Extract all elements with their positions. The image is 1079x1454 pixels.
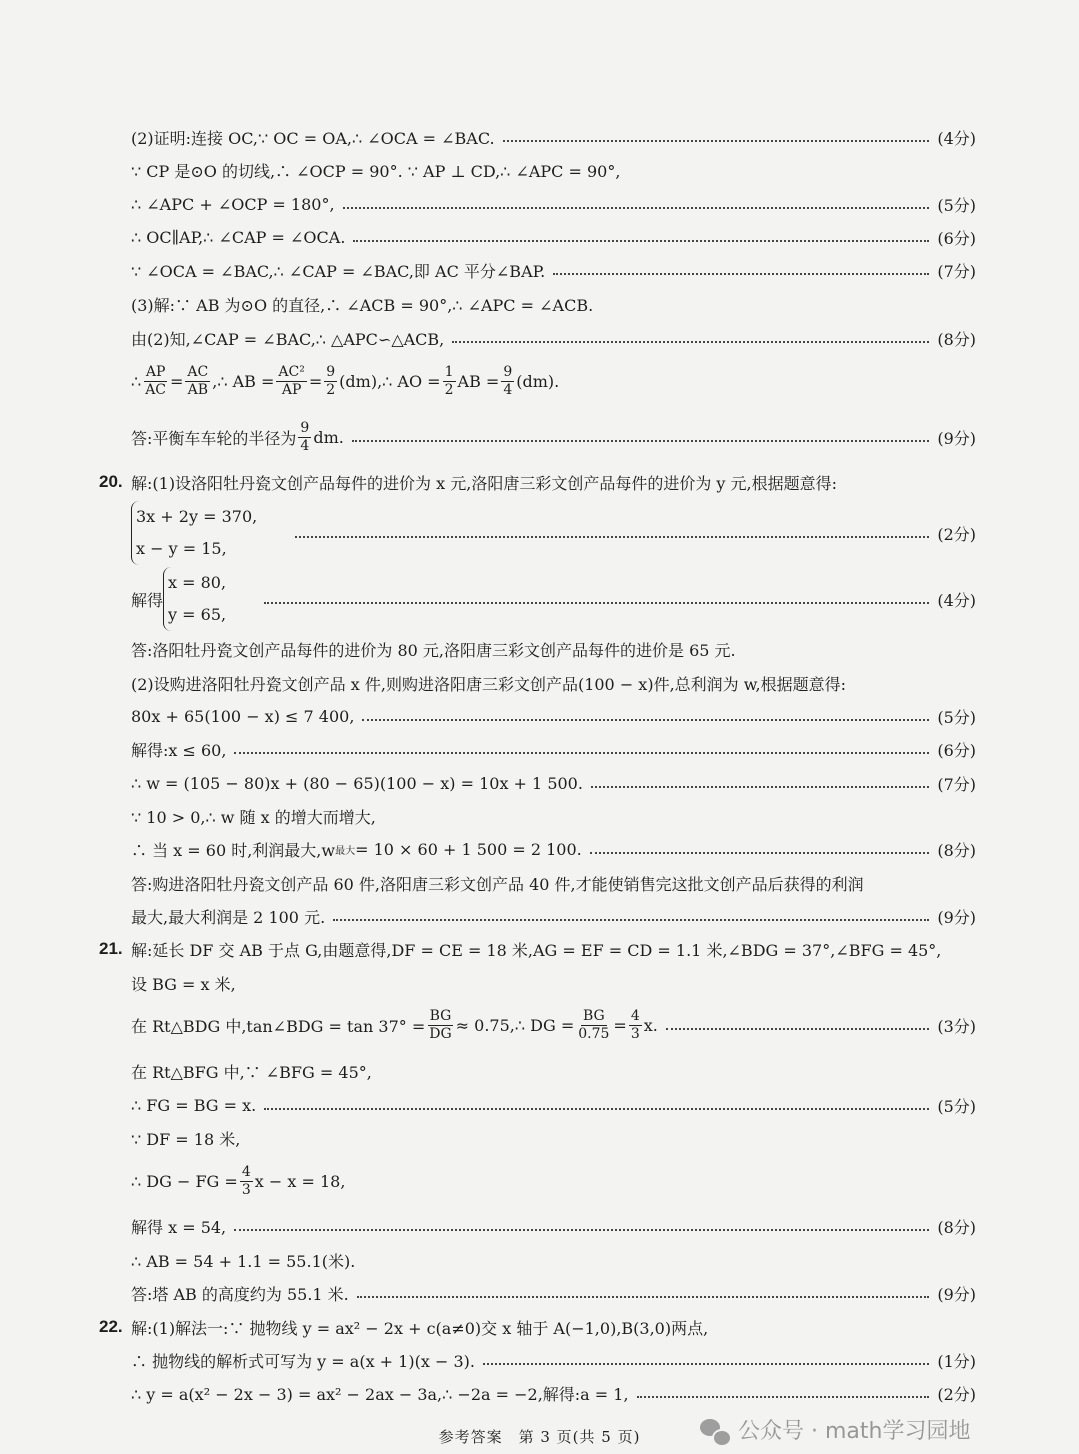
line-text bbox=[131, 1215, 226, 1238]
line-text bbox=[131, 838, 582, 861]
dotted-leader bbox=[352, 440, 930, 442]
score-label: (4分) bbox=[937, 590, 976, 610]
text-segment: (dm). bbox=[516, 371, 560, 391]
text-segment: x. bbox=[643, 1015, 658, 1035]
line-text bbox=[131, 638, 736, 661]
answer-line bbox=[131, 321, 976, 355]
answer-line bbox=[131, 420, 976, 454]
answer-line bbox=[131, 1054, 976, 1088]
line-text bbox=[131, 972, 236, 995]
answer-line bbox=[131, 1088, 976, 1122]
page-footer: 参考答案 第 3 页(共 5 页) bbox=[438, 1428, 641, 1446]
equation-system bbox=[131, 501, 257, 565]
dotted-leader bbox=[591, 786, 929, 788]
answer-line bbox=[131, 1164, 976, 1198]
score-label: (9分) bbox=[937, 1284, 976, 1304]
text-segment: (3)解:∵ AB 为⊙O 的直径,∴ ∠ACB = 90°,∴ ∠APC = ∠ACB. bbox=[131, 295, 594, 315]
dotted-leader bbox=[637, 1396, 930, 1398]
text-segment: ∴ w = (105 − 80)x + (80 − 65)(100 − x) = 10x + 1 500. bbox=[131, 773, 583, 793]
answer-line bbox=[131, 253, 976, 287]
fraction-numerator: 9 bbox=[503, 363, 513, 380]
fraction-denominator: DG bbox=[429, 1025, 452, 1042]
fraction-numerator: AC bbox=[187, 363, 209, 380]
text-segment: x − x = 18, bbox=[254, 1171, 346, 1191]
answer-line bbox=[131, 1121, 976, 1155]
line-text bbox=[131, 1164, 345, 1199]
dotted-leader bbox=[452, 341, 929, 343]
fraction bbox=[298, 420, 311, 455]
score-label: (1分) bbox=[937, 1351, 976, 1371]
dotted-leader bbox=[234, 1229, 929, 1231]
text-segment: 解得 x = 54, bbox=[131, 1217, 227, 1237]
text-segment: ∴ 抛物线的解析式可写为 y = a(x + 1)(x − 3). bbox=[131, 1351, 475, 1371]
line-text bbox=[131, 1316, 708, 1339]
text-segment: ∴ bbox=[131, 371, 142, 391]
score-label: (6分) bbox=[937, 740, 976, 760]
fraction-numerator: 1 bbox=[444, 363, 454, 380]
line-text bbox=[131, 228, 345, 247]
answer-line bbox=[131, 1376, 976, 1410]
line-text bbox=[131, 259, 545, 282]
fraction bbox=[629, 1008, 642, 1043]
fraction-numerator: 9 bbox=[326, 363, 336, 380]
line-text bbox=[131, 567, 256, 631]
answer-line bbox=[131, 1008, 976, 1042]
fraction-denominator: AB bbox=[187, 381, 209, 398]
fraction bbox=[576, 1008, 611, 1043]
line-text bbox=[131, 126, 495, 149]
dotted-leader bbox=[590, 852, 930, 854]
text-segment: ∵ CP 是⊙O 的切线,∴ ∠OCP = 90°. ∵ AP ⊥ CD,∴ ∠APC = 90°, bbox=[131, 161, 621, 181]
answer-line bbox=[99, 1310, 976, 1344]
text-segment: (2)设购进洛阳牡丹瓷文创产品 x 件,则购进洛阳唐三彩文创产品(100 − x)件,总利润为 w,根据题意得: bbox=[131, 674, 847, 694]
line-text bbox=[131, 1096, 256, 1115]
answer-line bbox=[131, 899, 976, 933]
line-text bbox=[131, 293, 593, 316]
text-segment: ∴ 当 x = 60 时,利润最大,w bbox=[131, 840, 336, 860]
dotted-leader bbox=[353, 240, 929, 242]
answer-line bbox=[131, 799, 976, 833]
line-text bbox=[131, 501, 287, 565]
dotted-leader bbox=[295, 536, 929, 538]
score-label: (3分) bbox=[937, 1016, 976, 1036]
answer-line bbox=[131, 966, 976, 1000]
text-segment: 答:塔 AB 的高度约为 55.1 米. bbox=[131, 1284, 349, 1304]
text-segment: 在 Rt△BDG 中,tan∠BDG = tan 37° = bbox=[131, 1016, 426, 1036]
text-segment: dm. bbox=[313, 427, 344, 447]
dotted-leader bbox=[503, 140, 930, 142]
fraction-numerator: BG bbox=[582, 1007, 605, 1024]
answer-line bbox=[131, 866, 976, 900]
text-segment: ∴ DG − FG = bbox=[131, 1171, 238, 1191]
dotted-leader bbox=[553, 273, 929, 275]
dotted-leader bbox=[333, 919, 929, 921]
fraction bbox=[427, 1008, 453, 1043]
fraction-numerator: 4 bbox=[630, 1007, 640, 1024]
line-text bbox=[131, 420, 344, 455]
text-segment: = bbox=[613, 1015, 627, 1035]
text-segment: (dm),∴ AO = bbox=[339, 371, 441, 391]
answer-line bbox=[131, 1276, 976, 1310]
line-text bbox=[131, 905, 325, 928]
line-text bbox=[131, 1249, 355, 1272]
fraction-denominator: AC bbox=[145, 381, 167, 398]
text-segment: 80x + 65(100 − x) ≤ 7 400, bbox=[131, 706, 355, 726]
answer-line bbox=[131, 766, 976, 800]
answer-line bbox=[131, 287, 976, 321]
text-segment: 答:购进洛阳牡丹瓷文创产品 60 件,洛阳唐三彩文创产品 40 件,才能使销售完这批文创产品后获得的利润 bbox=[131, 874, 864, 894]
fraction-denominator: 2 bbox=[326, 381, 336, 398]
dotted-leader bbox=[343, 207, 930, 209]
line-text bbox=[131, 707, 354, 726]
text-segment: 答:洛阳牡丹瓷文创产品每件的进价为 80 元,洛阳唐三彩文创产品每件的进价是 65 元. bbox=[131, 640, 736, 660]
fraction bbox=[276, 364, 306, 399]
score-label: (4分) bbox=[937, 128, 976, 148]
score-label: (9分) bbox=[937, 428, 976, 448]
line-text bbox=[131, 1382, 629, 1405]
fraction-denominator: 3 bbox=[630, 1025, 640, 1042]
fraction bbox=[143, 364, 168, 399]
line-text bbox=[131, 805, 376, 828]
text-segment: ∵ 10 > 0,∴ w 随 x 的增大而增大, bbox=[131, 807, 376, 827]
text-segment: 解:(1)解法一:∵ 抛物线 y = ax² − 2x + c(a≠0)交 x 轴于 A(−1,0),B(3,0)两点, bbox=[131, 1318, 709, 1338]
watermark bbox=[700, 1418, 970, 1446]
equation-system bbox=[163, 567, 226, 631]
text-segment: 答:平衡车车轮的半径为 bbox=[131, 428, 297, 448]
text-segment: ∴ y = a(x² − 2x − 3) = ax² − 2ax − 3a,∴ −2a = −2,解得:a = 1, bbox=[131, 1384, 629, 1404]
equation: x = 80, bbox=[168, 573, 227, 592]
text-segment: (2)证明:连接 OC,∵ OC = OA,∴ ∠OCA = ∠BAC. bbox=[131, 128, 495, 148]
fraction-numerator: BG bbox=[429, 1007, 452, 1024]
text-segment: ,∴ AB = bbox=[212, 371, 275, 391]
text-segment: 最大,最大利润是 2 100 元. bbox=[131, 907, 326, 927]
text-segment: = 10 × 60 + 1 500 = 2 100. bbox=[355, 839, 582, 859]
text-segment: ∴ FG = BG = x. bbox=[131, 1095, 257, 1115]
score-label: (5分) bbox=[937, 195, 976, 215]
text-segment: ∴ AB = 54 + 1.1 = 55.1(米). bbox=[131, 1251, 356, 1271]
fraction bbox=[185, 364, 210, 399]
fraction bbox=[443, 364, 456, 399]
text-segment: ∵ DF = 18 米, bbox=[131, 1129, 241, 1149]
fraction-denominator: AP bbox=[281, 381, 302, 398]
answer-line bbox=[131, 153, 976, 187]
equation: x − y = 15, bbox=[136, 539, 227, 558]
fraction-numerator: AP bbox=[145, 363, 166, 380]
line-text bbox=[131, 938, 941, 961]
line-text bbox=[131, 1127, 240, 1150]
answer-line bbox=[131, 666, 976, 700]
answer-line bbox=[131, 832, 976, 866]
text-segment: = bbox=[170, 371, 184, 391]
line-text bbox=[131, 1060, 372, 1083]
fraction bbox=[324, 364, 337, 399]
fraction-denominator: 4 bbox=[300, 437, 310, 454]
fraction-denominator: 3 bbox=[241, 1181, 251, 1198]
score-label: (7分) bbox=[937, 774, 976, 794]
watermark-text: 公众号 · math学习园地 bbox=[738, 1419, 971, 1444]
score-label: (6分) bbox=[937, 228, 976, 248]
score-label: (8分) bbox=[937, 1217, 976, 1237]
dotted-leader bbox=[264, 602, 929, 604]
subscript: 最大 bbox=[335, 845, 356, 857]
text-segment: 解:延长 DF 交 AB 于点 G,由题意得,DF = CE = 18 米,AG = EF = CD = 1.1 米,∠BDG = 37°,∠BFG = 45°, bbox=[131, 940, 942, 960]
text-segment: ∴ ∠APC + ∠OCP = 180°, bbox=[131, 194, 335, 214]
score-label: (9分) bbox=[937, 907, 976, 927]
answer-line bbox=[131, 507, 976, 558]
dotted-leader bbox=[362, 719, 929, 721]
fraction-denominator: 2 bbox=[444, 381, 454, 398]
text-segment: = bbox=[308, 371, 323, 391]
question-number: 20. bbox=[99, 472, 123, 491]
fraction-denominator: 4 bbox=[503, 381, 513, 398]
line-text bbox=[131, 195, 335, 214]
answer-line bbox=[131, 632, 976, 666]
score-label: (5分) bbox=[937, 707, 976, 727]
line-text bbox=[131, 471, 837, 494]
answer-line bbox=[99, 465, 976, 499]
line-text bbox=[131, 672, 846, 695]
question-number: 21. bbox=[99, 939, 123, 958]
fraction bbox=[501, 364, 514, 399]
answer-line bbox=[131, 1209, 976, 1243]
text-segment: ∵ ∠OCA = ∠BAC,∴ ∠CAP = ∠BAC,即 AC 平分∠BAP. bbox=[131, 261, 546, 281]
score-label: (5分) bbox=[937, 1096, 976, 1116]
score-label: (8分) bbox=[937, 329, 976, 349]
text-segment: 解得:x ≤ 60, bbox=[131, 740, 227, 760]
dotted-leader bbox=[357, 1296, 930, 1298]
answer-line bbox=[131, 120, 976, 154]
line-text bbox=[131, 774, 583, 793]
fraction-numerator: 4 bbox=[241, 1163, 251, 1180]
answer-line bbox=[131, 699, 976, 733]
question-number: 22. bbox=[99, 1317, 123, 1336]
fraction-numerator: 9 bbox=[300, 419, 310, 436]
text-segment: 解得 bbox=[131, 590, 164, 610]
text-segment: 由(2)知,∠CAP = ∠BAC,∴ △APC∽△ACB, bbox=[131, 329, 445, 349]
text-segment: 在 Rt△BFG 中,∵ ∠BFG = 45°, bbox=[131, 1062, 372, 1082]
text-segment: 设 BG = x 米, bbox=[131, 974, 236, 994]
line-text bbox=[131, 327, 444, 350]
dotted-leader bbox=[483, 1363, 929, 1365]
line-text bbox=[131, 1349, 475, 1372]
dotted-leader bbox=[666, 1028, 929, 1030]
line-text bbox=[131, 872, 864, 895]
line-text bbox=[131, 738, 226, 761]
equation: 3x + 2y = 370, bbox=[136, 507, 258, 526]
score-label: (8分) bbox=[937, 840, 976, 860]
line-text bbox=[131, 159, 620, 182]
line-text bbox=[131, 1282, 349, 1305]
score-label: (2分) bbox=[937, 1384, 976, 1404]
text-segment: 解:(1)设洛阳牡丹瓷文创产品每件的进价为 x 元,洛阳唐三彩文创产品每件的进价为 y 元,根据题意得: bbox=[131, 473, 838, 493]
answer-line bbox=[131, 364, 976, 398]
equation: y = 65, bbox=[168, 605, 227, 624]
dotted-leader bbox=[264, 1108, 929, 1110]
answer-line bbox=[131, 187, 976, 221]
line-text bbox=[131, 1008, 658, 1043]
text-segment: AB = bbox=[457, 371, 500, 391]
fraction bbox=[240, 1164, 253, 1199]
line-text bbox=[131, 364, 559, 399]
fraction-numerator: AC² bbox=[278, 363, 305, 380]
wechat-icon bbox=[700, 1419, 730, 1445]
answer-line bbox=[131, 220, 976, 254]
fraction-denominator: 0.75 bbox=[578, 1025, 610, 1042]
text-segment: ≈ 0.75,∴ DG = bbox=[455, 1015, 575, 1035]
score-label: (2分) bbox=[937, 524, 976, 544]
answer-line bbox=[131, 1343, 976, 1377]
answer-line bbox=[99, 932, 976, 966]
dotted-leader bbox=[234, 752, 929, 754]
answer-line bbox=[131, 573, 976, 624]
answer-line bbox=[131, 732, 976, 766]
text-segment: ∴ OC∥AP,∴ ∠CAP = ∠OCA. bbox=[131, 227, 346, 247]
score-label: (7分) bbox=[937, 261, 976, 281]
answer-line bbox=[131, 1243, 976, 1277]
